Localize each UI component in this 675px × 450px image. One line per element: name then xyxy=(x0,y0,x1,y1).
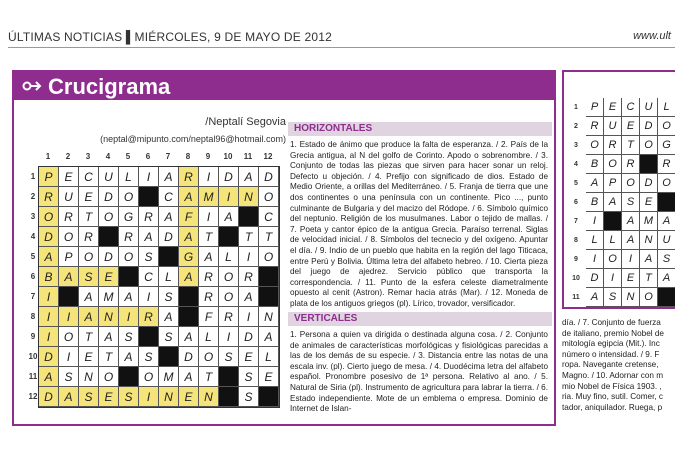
grid-cell: R xyxy=(139,207,159,227)
page-header xyxy=(0,0,675,50)
solution-cell: S xyxy=(622,193,640,212)
solution-cell: U xyxy=(658,231,675,250)
grid-cell: D xyxy=(39,227,59,247)
grid-black-cell xyxy=(259,287,279,307)
grid-cell: D xyxy=(239,327,259,347)
solution-cell: U xyxy=(640,98,658,117)
grid-cell: N xyxy=(159,387,179,407)
solution-cell: D xyxy=(586,269,604,288)
solution-row-number: 2 xyxy=(574,123,578,130)
author-name: /Neptalí Segovia xyxy=(205,116,286,128)
crossword-panel xyxy=(12,70,556,426)
solution-cell: E xyxy=(622,269,640,288)
grid-cell: A xyxy=(159,167,179,187)
grid-black-cell xyxy=(179,307,199,327)
solution-row-number: 3 xyxy=(574,142,578,149)
grid-black-cell xyxy=(259,267,279,287)
grid-cell: L xyxy=(119,167,139,187)
grid-cell: M xyxy=(199,187,219,207)
side-clue-line: número o intensidad. / 9. F xyxy=(562,349,660,359)
grid-cell: R xyxy=(219,307,239,327)
grid-cell: U xyxy=(99,167,119,187)
grid-black-cell xyxy=(219,387,239,407)
grid-cell: I xyxy=(219,187,239,207)
grid-cell: P xyxy=(59,247,79,267)
side-clue-line: ropa. Navegante cretense, xyxy=(562,360,659,370)
solution-cell: S xyxy=(604,288,622,307)
grid-cell: A xyxy=(79,287,99,307)
solution-cell: B xyxy=(586,193,604,212)
grid-cell: A xyxy=(99,327,119,347)
newspaper-date-line: ÚLTIMAS NOTICIAS ▌MIÉRCOLES, 9 DE MAYO DE 2012 xyxy=(8,30,333,44)
grid-cell: T xyxy=(79,327,99,347)
solution-cell: O xyxy=(640,288,658,307)
grid-cell: D xyxy=(99,187,119,207)
grid-cell: E xyxy=(99,267,119,287)
grid-cell: I xyxy=(219,327,239,347)
grid-black-cell xyxy=(159,247,179,267)
grid-black-cell xyxy=(59,287,79,307)
grid-cell: D xyxy=(159,227,179,247)
grid-black-cell xyxy=(239,207,259,227)
solution-cell: L xyxy=(658,98,675,117)
grid-cell: A xyxy=(179,187,199,207)
grid-cell: T xyxy=(199,227,219,247)
grid-cell: N xyxy=(199,387,219,407)
grid-black-cell xyxy=(99,227,119,247)
grid-cell: M xyxy=(159,367,179,387)
side-clue-line: mio Nobel de Física 1903. , xyxy=(562,381,662,391)
grid-cell: A xyxy=(259,327,279,347)
grid-cell: S xyxy=(239,367,259,387)
solution-cell: R xyxy=(658,155,675,174)
solution-cell: D xyxy=(640,174,658,193)
solution-black-cell xyxy=(640,155,658,174)
grid-cell: E xyxy=(79,187,99,207)
grid-cell: R xyxy=(199,287,219,307)
grid-cell: R xyxy=(39,187,59,207)
grid-cell: I xyxy=(119,307,139,327)
solution-cell: O xyxy=(604,250,622,269)
side-clue-line: ria. Muy fino, sutil. Comer, c xyxy=(562,392,664,402)
row-number: 7 xyxy=(30,292,36,301)
grid-cell: I xyxy=(39,327,59,347)
solution-cell: R xyxy=(586,117,604,136)
solution-black-cell xyxy=(658,193,675,212)
crossword-banner xyxy=(14,72,554,100)
grid-cell: A xyxy=(179,227,199,247)
grid-cell: O xyxy=(199,347,219,367)
solution-cell: L xyxy=(586,231,604,250)
solution-row-number: 11 xyxy=(572,294,580,301)
row-number: 1 xyxy=(30,172,36,181)
grid-black-cell xyxy=(219,367,239,387)
grid-black-cell xyxy=(119,267,139,287)
side-clues-text xyxy=(562,318,675,413)
grid-cell: D xyxy=(219,167,239,187)
grid-cell: A xyxy=(219,207,239,227)
grid-cell: R xyxy=(79,227,99,247)
column-number: 4 xyxy=(105,152,111,161)
solution-row-number: 1 xyxy=(574,104,578,111)
grid-cell: E xyxy=(99,387,119,407)
grid-cell: O xyxy=(119,187,139,207)
grid-cell: S xyxy=(159,287,179,307)
grid-cell: A xyxy=(179,267,199,287)
column-number: 5 xyxy=(125,152,131,161)
grid-cell: M xyxy=(99,287,119,307)
row-number: 8 xyxy=(30,312,36,321)
solution-cell: R xyxy=(622,155,640,174)
grid-cell: O xyxy=(39,207,59,227)
grid-cell: A xyxy=(39,247,59,267)
grid-cell: T xyxy=(99,347,119,367)
grid-cell: A xyxy=(139,227,159,247)
grid-cell: S xyxy=(119,387,139,407)
grid-cell: R xyxy=(179,167,199,187)
grid-cell: N xyxy=(259,307,279,327)
row-number: 2 xyxy=(30,192,36,201)
solution-cell: O xyxy=(640,136,658,155)
side-clue-line: tador, aniquilador. Ruega, p xyxy=(562,402,663,412)
solution-cell: A xyxy=(640,250,658,269)
grid-cell: R xyxy=(199,267,219,287)
solution-cell: N xyxy=(622,288,640,307)
grid-cell: C xyxy=(159,187,179,207)
horizontales-clues: 1. Estado de ánimo que produce la falta de esperanza. / 2. País de la Grecia antigua, al N del golfo de Corinto. Apodo o sobrenombre. / 3. Conjunto de todas las piezas que sirven para hacer sonar un reloj. Defecto u objeción. / 4. Prefijo con significado de dios. Estado de Medio Oriente, a orillas del Mediterráneo. / 5. Franja de tierra que une dos continentes o una península con un continente. Pico ..., punto culminante de Bulgaria y del macizo del Ródope. / 6. Símbolo químico del neptunio. Religión de los musulmanes. Labor o tejido de mallas. / 7. Poeta y cantor épico de la antigua Grecia. Paraíso terrenal. Siglas de velocidad inicial. / 8. Símbolos del tecnecio y del oxígeno. Apuntar el día. / 9. Indio de un pueblo que habita en la región del lago Titicaca, entre Perú y Bolivia. Última letra del alfabeto hebreo. / 10. Cierta pieza del juego de ajedrez. Servicio público que transporta la correspondencia. / 11. Punto de la esfera celeste diametralmente opuesto al cenit (Astron). Remar hacia atrás (Mar). / 12. Moneda de plata de los antiguos griegos (pl). Lírico, trovador, versificador. xyxy=(290,140,548,308)
grid-cell: A xyxy=(119,347,139,367)
verticales-heading: VERTICALES xyxy=(288,312,552,326)
row-number: 5 xyxy=(30,252,36,261)
solution-cell: A xyxy=(586,174,604,193)
grid-cell: S xyxy=(219,347,239,367)
horizontales-heading: HORIZONTALES xyxy=(288,122,552,136)
solution-black-cell xyxy=(658,288,675,307)
grid-cell: L xyxy=(219,247,239,267)
solution-cell: P xyxy=(604,174,622,193)
solution-row-number: 8 xyxy=(574,237,578,244)
grid-cell: I xyxy=(39,287,59,307)
solution-cell: O xyxy=(658,174,675,193)
grid-cell: T xyxy=(259,227,279,247)
column-number: 3 xyxy=(85,152,91,161)
column-number: 12 xyxy=(263,152,273,161)
grid-black-cell xyxy=(159,347,179,367)
row-number: 11 xyxy=(28,372,38,381)
grid-cell: E xyxy=(179,387,199,407)
solution-cell: O xyxy=(586,136,604,155)
arrow-icon xyxy=(22,80,42,92)
grid-cell: D xyxy=(39,347,59,367)
grid-cell: S xyxy=(59,367,79,387)
grid-cell: T xyxy=(79,207,99,227)
grid-cell: A xyxy=(59,387,79,407)
solution-cell: A xyxy=(604,193,622,212)
grid-cell: O xyxy=(79,247,99,267)
grid-cell: O xyxy=(219,287,239,307)
solution-row-number: 6 xyxy=(574,199,578,206)
grid-cell: P xyxy=(39,167,59,187)
grid-cell: E xyxy=(239,347,259,367)
grid-cell: I xyxy=(39,307,59,327)
grid-cell: R xyxy=(59,207,79,227)
grid-cell: S xyxy=(119,327,139,347)
solution-cell: U xyxy=(604,117,622,136)
row-number: 9 xyxy=(30,332,36,341)
solution-panel xyxy=(562,70,675,309)
grid-black-cell xyxy=(139,327,159,347)
grid-cell: I xyxy=(199,207,219,227)
row-number: 10 xyxy=(28,352,38,361)
column-number: 9 xyxy=(205,152,211,161)
solution-cell: G xyxy=(658,136,675,155)
author-email: (neptal@mipunto.com/neptal96@hotmail.com) xyxy=(100,134,286,144)
grid-cell: F xyxy=(199,307,219,327)
grid-cell: T xyxy=(239,227,259,247)
grid-cell: E xyxy=(79,347,99,367)
grid-cell: O xyxy=(259,247,279,267)
grid-cell: A xyxy=(199,247,219,267)
column-number: 10 xyxy=(223,152,233,161)
column-number: 6 xyxy=(145,152,151,161)
grid-cell: C xyxy=(259,207,279,227)
solution-cell: I xyxy=(604,269,622,288)
solution-black-cell xyxy=(604,212,622,231)
solution-cell: A xyxy=(586,288,604,307)
grid-cell: S xyxy=(79,267,99,287)
solution-cell: M xyxy=(640,212,658,231)
side-clue-line: mitología egipcia (Mit.). Inc xyxy=(562,339,660,349)
solution-row-number: 7 xyxy=(574,218,578,225)
grid-cell: O xyxy=(99,207,119,227)
solution-cell xyxy=(622,307,640,309)
grid-cell: R xyxy=(119,227,139,247)
header-divider xyxy=(8,47,675,48)
verticales-clues: 1. Persona a quien va dirigida o destinada alguna cosa. / 2. Conjunto de animales de características morfológicas y fisiológicas parecidas a las de los demás de su especie. / 3. Distancia entre las notas de una escala inv. (pl). Cierto juego de mesa. / 4. Duodécima letra del alfabeto español. Pronombre posesivo de 1ª persona. Relativo al ano. / 5. Natural de Siria (pl). Instrumento de agricultura para labrar la tierra. / 6. Estado independiente. Mote de un emblema o empresa. Dominio de Internet de Islan- xyxy=(290,330,548,414)
solution-cell: A xyxy=(622,212,640,231)
grid-cell: C xyxy=(79,167,99,187)
side-clue-line: día. / 7. Conjunto de fuerza xyxy=(562,318,661,327)
solution-cell: I xyxy=(586,250,604,269)
solution-cell: O xyxy=(622,174,640,193)
grid-cell: N xyxy=(79,367,99,387)
grid-cell: I xyxy=(239,307,259,327)
grid-cell: A xyxy=(159,207,179,227)
solution-row-number: 4 xyxy=(574,161,578,168)
solution-cell: D xyxy=(640,117,658,136)
solution-row-number: 5 xyxy=(574,180,578,187)
grid-cell: O xyxy=(119,247,139,267)
grid-cell: I xyxy=(199,167,219,187)
grid-black-cell xyxy=(119,367,139,387)
grid-cell: S xyxy=(159,327,179,347)
grid-black-cell xyxy=(219,227,239,247)
solution-cell: I xyxy=(622,250,640,269)
row-number: 4 xyxy=(30,232,36,241)
solution-cell xyxy=(640,307,658,309)
grid-cell: I xyxy=(139,387,159,407)
solution-row-number: 9 xyxy=(574,256,578,263)
section-title: Crucigrama xyxy=(48,74,171,99)
grid-cell: A xyxy=(239,167,259,187)
grid-cell: N xyxy=(239,187,259,207)
grid-black-cell xyxy=(179,287,199,307)
grid-black-cell xyxy=(259,387,279,407)
grid-cell: G xyxy=(119,207,139,227)
grid-cell: S xyxy=(139,347,159,367)
side-clue-line: Magno. / 10. Adornar con m xyxy=(562,370,664,380)
solution-cell: E xyxy=(640,193,658,212)
row-number: 6 xyxy=(30,272,36,281)
grid-cell: U xyxy=(59,187,79,207)
solution-cell: N xyxy=(640,231,658,250)
grid-cell: C xyxy=(139,267,159,287)
solution-cell: T xyxy=(622,136,640,155)
grid-cell: A xyxy=(59,267,79,287)
grid-cell: A xyxy=(79,307,99,327)
solution-cell: R xyxy=(604,136,622,155)
grid-cell: I xyxy=(59,347,79,367)
solution-row-number: 10 xyxy=(572,275,580,282)
newspaper-url: www.ult xyxy=(633,30,671,42)
grid-cell: N xyxy=(99,307,119,327)
grid-cell: O xyxy=(99,367,119,387)
column-number: 11 xyxy=(243,152,253,161)
grid-cell: T xyxy=(199,367,219,387)
grid-cell: S xyxy=(79,387,99,407)
solution-cell: A xyxy=(658,269,675,288)
grid-cell: A xyxy=(239,287,259,307)
grid-cell: A xyxy=(159,307,179,327)
grid-cell: D xyxy=(179,347,199,367)
grid-cell: G xyxy=(179,247,199,267)
solution-cell xyxy=(658,307,675,309)
grid-cell: D xyxy=(259,167,279,187)
grid-cell: O xyxy=(139,367,159,387)
row-number: 3 xyxy=(30,212,36,221)
grid-cell: E xyxy=(259,367,279,387)
row-number: 12 xyxy=(28,392,38,401)
solution-cell: O xyxy=(604,155,622,174)
grid-cell: A xyxy=(179,327,199,347)
grid-cell: O xyxy=(259,187,279,207)
solution-cell: L xyxy=(604,231,622,250)
grid-cell: O xyxy=(59,327,79,347)
solution-cell: O xyxy=(658,117,675,136)
solution-cell: C xyxy=(622,98,640,117)
grid-cell: I xyxy=(239,247,259,267)
crossword-grid xyxy=(38,166,280,408)
grid-cell: S xyxy=(139,247,159,267)
grid-black-cell xyxy=(139,187,159,207)
grid-cell: D xyxy=(39,387,59,407)
column-number: 2 xyxy=(65,152,71,161)
solution-cell: B xyxy=(586,155,604,174)
solution-cell: A xyxy=(658,212,675,231)
solution-cell: I xyxy=(586,212,604,231)
grid-cell: F xyxy=(179,207,199,227)
column-number: 1 xyxy=(45,152,51,161)
grid-cell: L xyxy=(199,327,219,347)
column-number: 8 xyxy=(185,152,191,161)
column-number: 7 xyxy=(165,152,171,161)
grid-cell: O xyxy=(219,267,239,287)
grid-cell: B xyxy=(39,267,59,287)
grid-cell: I xyxy=(59,307,79,327)
grid-cell: O xyxy=(59,227,79,247)
solution-black-cell xyxy=(604,307,622,309)
grid-cell: D xyxy=(99,247,119,267)
grid-cell: I xyxy=(139,287,159,307)
solution-cell: T xyxy=(640,269,658,288)
solution-cell xyxy=(586,307,604,309)
grid-cell: E xyxy=(59,167,79,187)
solution-cell: P xyxy=(586,98,604,117)
solution-cell: S xyxy=(658,250,675,269)
grid-cell: L xyxy=(259,347,279,367)
grid-cell: S xyxy=(239,387,259,407)
solution-cell: E xyxy=(622,117,640,136)
grid-cell: A xyxy=(179,367,199,387)
grid-cell: L xyxy=(159,267,179,287)
side-clue-line: de italiano, premio Nobel de xyxy=(562,328,664,338)
grid-cell: A xyxy=(119,287,139,307)
grid-cell: A xyxy=(39,367,59,387)
solution-cell: A xyxy=(622,231,640,250)
grid-cell: I xyxy=(139,167,159,187)
solution-cell: E xyxy=(604,98,622,117)
grid-cell: R xyxy=(139,307,159,327)
grid-cell: R xyxy=(239,267,259,287)
